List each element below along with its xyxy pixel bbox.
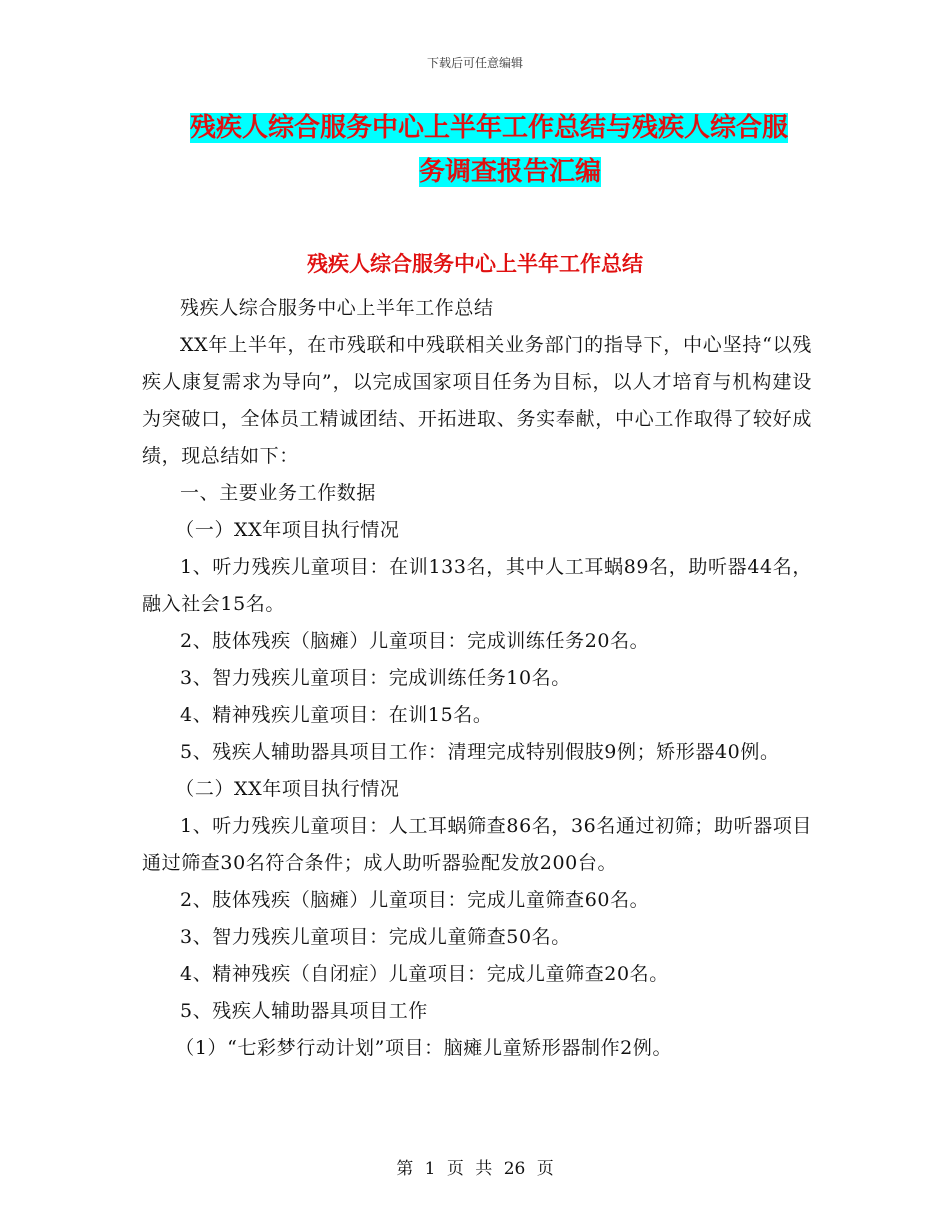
paragraph: 4、精神残疾儿童项目：在训15名。 [180,704,493,726]
paragraph: 4、精神残疾（自闭症）儿童项目：完成儿童筛查20名。 [180,963,669,985]
paragraph: （1）“七彩梦行动计划”项目：脑瘫儿童矫形器制作2例。 [175,1037,673,1059]
paragraph: 残疾人综合服务中心上半年工作总结 [180,297,494,319]
document-title-line-1: 残疾人综合服务中心上半年工作总结与残疾人综合服 [190,113,789,143]
paragraph: 5、残疾人辅助器具项目工作 [180,1000,428,1022]
paragraph: 2、肢体残疾（脑瘫）儿童项目：完成训练任务20名。 [180,630,650,652]
paragraph: 3、智力残疾儿童项目：完成儿童筛查50名。 [180,926,571,948]
paragraph: 2、肢体残疾（脑瘫）儿童项目：完成儿童筛查60名。 [180,889,650,911]
body-text [142,290,812,1067]
page-footer: 第 1 页 共 26 页 [396,1159,554,1179]
paragraph: 5、残疾人辅助器具项目工作：清理完成特别假肢9例；矫形器40例。 [180,741,780,763]
header-note: 下载后可任意编辑 [426,56,523,70]
paragraph: 1、听力残疾儿童项目：在训133名，其中人工耳蜗89名，助听器44名，融入社会15名。 [142,556,812,615]
paragraph: 3、智力残疾儿童项目：完成训练任务10名。 [180,667,571,689]
document-title [190,106,830,194]
paragraph: 1、听力残疾儿童项目：人工耳蜗筛查86名，36名通过初筛；助听器项目通过筛查30名符合条件；成人助听器验配发放200台。 [142,815,812,874]
paragraph: （二）XX年项目执行情况 [175,778,400,800]
section-title: 残疾人综合服务中心上半年工作总结 [307,252,643,276]
paragraph: 一、主要业务工作数据 [180,482,377,504]
paragraph: （一）XX年项目执行情况 [175,519,400,541]
paragraph: XX年上半年，在市残联和中残联相关业务部门的指导下，中心坚持“以残疾人康复需求为导向”，以完成国家项目任务为目标，以人才培育与机构建设为突破口，全体员工精诚团结、开拓进取、务实奉献，中心工作取得了较好成绩，现总结如下： [142,334,812,467]
document-title-line-2: 务调查报告汇编 [418,157,601,187]
